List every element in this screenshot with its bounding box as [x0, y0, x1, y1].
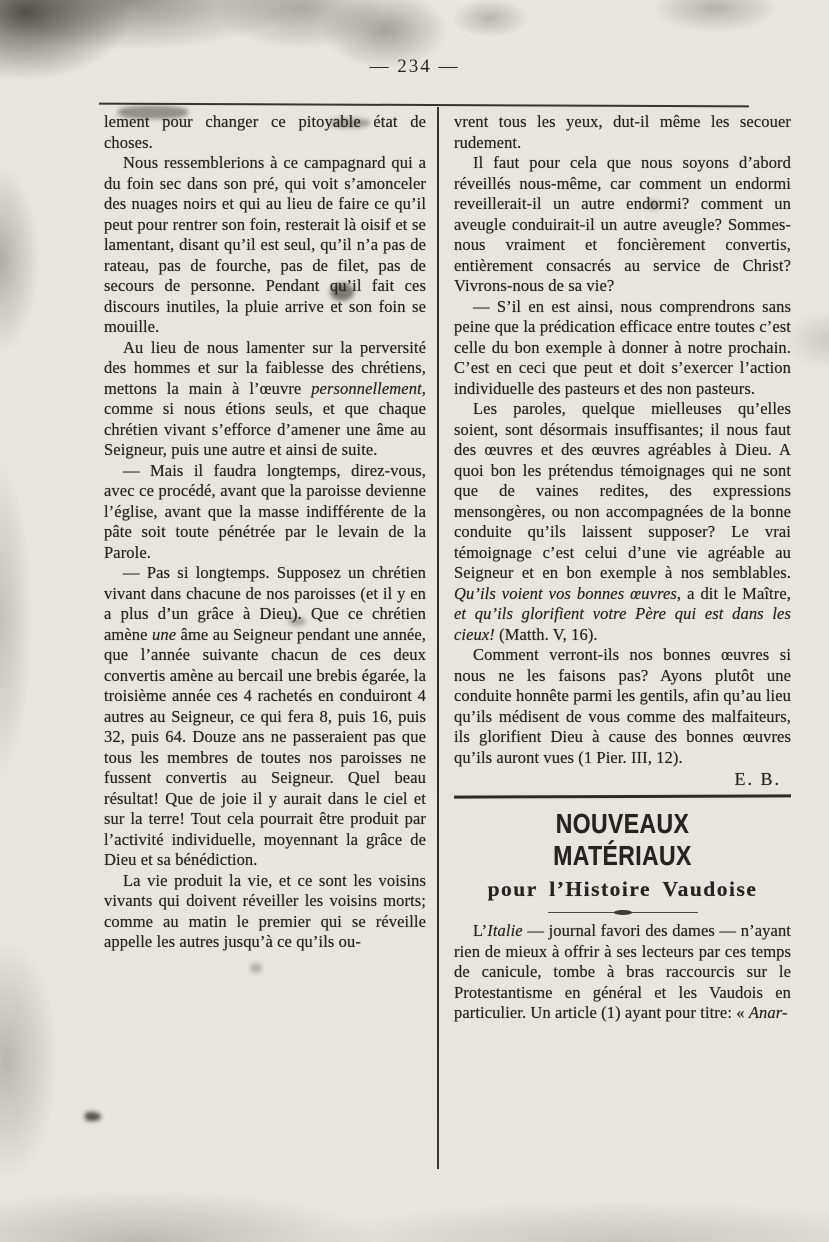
- section-heading: [454, 808, 791, 917]
- paragraph: Les paroles, quelque mielleuses qu’elles soient, sont désormais insuffisantes; il nous faut des œuvres et des œuvres agréables à Dieu. A quoi bon les prétendus témoignages qui ne sont que de vaines redites, des expressions mensongères, ou non accompagnées de la bonne conduite qu’ils laissent supposer? Le vrai témoignage c’est celui d’une vie agréable au Seigneur et en bon exemple à nos semblables. Qu’ils voient vos bonnes œuvres, a dit le Maître, et qu’ils glorifient votre Père qui est dans les cieux! (Matth. V, 16).: [454, 399, 791, 644]
- ornament-divider: [548, 908, 698, 917]
- page-number: — 234 —: [369, 56, 460, 77]
- left-column-paragraphs: [104, 112, 426, 953]
- paragraph: — Pas si longtemps. Supposez un chrétien vivant dans chacune de nos paroisses (et il y en a plus d’un grâce à Dieu). Que ce chrétien amène une âme au Seigneur pendant une année, que l’année suivante chacun de ces deux convertis amène au bercail une brebis égarée, la troisième année ces 4 rachetés en conduiront 4 autres au Seigneur, ce qui fera 8, puis 16, puis 32, puis 64. Douze ans ne passeraient pas que tous les membres de toutes nos paroisses ne fussent convertis au Seigneur. Quel beau résultat! Que de joie il y aurait dans le ciel et sur la terre! Tout cela pourrait être produit par l’activité individuelle, moyennant la grâce de Dieu et sa bénédiction.: [104, 563, 427, 869]
- paragraph: — Mais il faudra longtemps, direz-vous, avec ce procédé, avant que la paroisse devienne l’église, avant que la masse indifférente de la pâte soit toute pénétrée par le levain de la Parole.: [104, 460, 426, 562]
- paragraph: — S’il en est ainsi, nous comprendrons sans peine que la prédication efficace entre toutes c’est celle du bon exemple à donner à notre prochain. C’est en ceci que peut et doit s’exercer l’action individuelle des pasteurs et des non pasteurs.: [454, 296, 791, 398]
- section-subtitle: pour l’Histoire Vaudoise: [487, 877, 758, 901]
- paragraph: Nous ressemblerions à ce campagnard qui a du foin sec dans son pré, qui voit s’amonceler des nuages noirs et qui au lieu de faire ce qu’il peut pour rentrer son foin, resterait là oisif et se lamentant, disant qu’il est seul, qu’il n’a pas de rateau, pas de fourche, pas de filet, pas de secours de personne. Pendant qu’il fait ces discours inutiles, la pluie arrive et son foin se mouille.: [104, 153, 426, 336]
- paragraph: Il faut pour cela que nous soyons d’abord réveillés nous-même, car comment un endormi reveillerait-il un autre endormi? comment un aveugle conduirait-il un autre aveugle? Sommes-nous vraiment et foncièrement convertis, entièrement consacrés au service de Christ? Vivrons-nous de sa vie?: [454, 153, 791, 295]
- right-column-paragraphs: [454, 112, 791, 768]
- ink-stain: [250, 963, 262, 973]
- right-column: [454, 112, 791, 1024]
- column-divider-rule: [437, 107, 439, 1169]
- paragraph: La vie produit la vie, et ce sont les voisins vivants qui doivent réveiller les voisins morts; comme au matin le premier qui se réveille appelle les autres jusqu’à ce qu’ils ou-: [104, 870, 426, 951]
- header-rule: [99, 103, 749, 108]
- paragraph: lement pour changer ce pitoyable état de choses.: [104, 112, 426, 152]
- ink-stain: [85, 1112, 101, 1121]
- paragraph: Comment verront-ils nos bonnes œuvres si nous ne les faisons pas? Ayons plutôt une conduite honnête parmi les gentils, afin qu’au lieu qu’ils médisent de vous comme des malfaiteurs, ils glorifient Dieu à cause des bonnes œuvres qu’ils auront vues (1 Pier. III, 12).: [454, 645, 791, 767]
- section-title: NOUVEAUX MATÉRIAUX: [553, 808, 692, 871]
- paragraph: L’Italie — journal favori des dames — n’ayant rien de mieux à offrir à ses lecteurs par ces temps de canicule, tombe à bras raccourcis sur le Protestantisme en général et les Vaudois en particulier. Un article (1) ayant pour titre: « Anar-: [454, 921, 791, 1022]
- section-paragraphs: [454, 921, 791, 1024]
- left-column: [104, 112, 426, 953]
- section-rule: [454, 794, 791, 798]
- paragraph: Au lieu de nous lamenter sur la perversité des hommes et sur la faiblesse des chrétiens, mettons la main à l’œuvre personnellement, comme si nous étions seuls, et que chaque chrétien vivant s’efforce d’amener une âme au Seigneur, puis une autre et ainsi de suite.: [104, 337, 426, 459]
- paragraph: vrent tous les yeux, dut-il même les secouer rudement.: [454, 112, 791, 152]
- author-signature: E. B.: [734, 769, 781, 789]
